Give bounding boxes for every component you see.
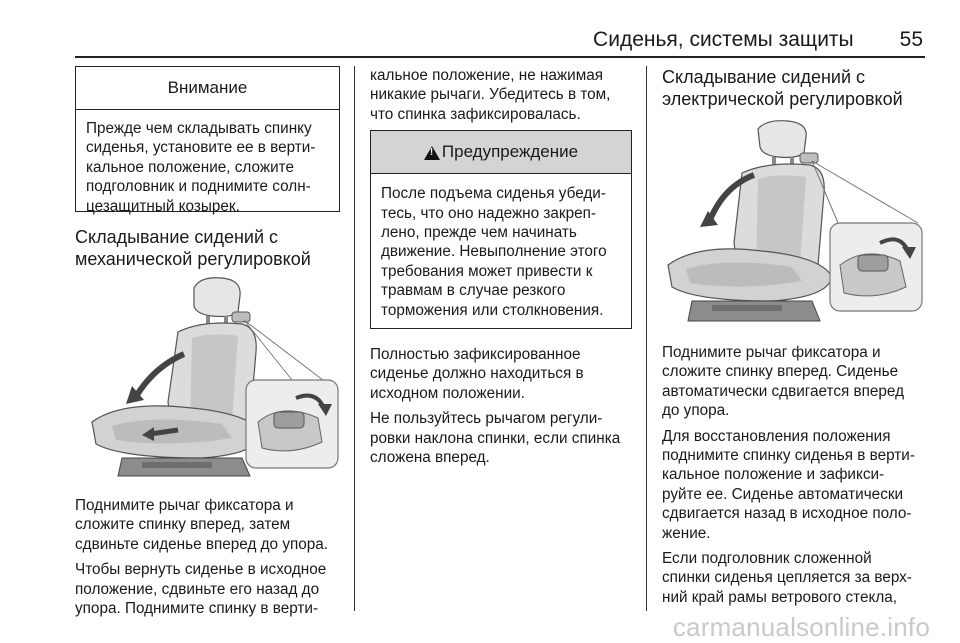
heading-line: механической регулировкой	[75, 249, 311, 269]
text-line: сложите спинку вперед. Сиденье	[662, 363, 899, 381]
heading-line: Складывание сидений с	[75, 227, 279, 247]
text-line: никакие рычаги. Убедитесь в том,	[370, 86, 611, 104]
text-line: поднимите спинку сиденья в верти-	[662, 447, 915, 465]
column-1	[75, 66, 340, 270]
column-3-lower	[662, 343, 924, 607]
manual-step-1	[75, 496, 340, 554]
text-line: Не пользуйтесь рычагом регули-	[370, 410, 603, 428]
header-rule	[75, 56, 925, 58]
warning-text	[371, 174, 631, 328]
notice-text	[76, 110, 339, 224]
text-line: автоматически сдвигается вперед	[662, 382, 905, 400]
text-line: Поднимите рычаг фиксатора и	[662, 344, 881, 361]
page-number: 55	[899, 28, 923, 51]
text-line: ний край рамы ветрового стекла,	[662, 588, 898, 606]
column-3	[662, 66, 924, 110]
text-line: руйте ее. Сиденье автоматически	[662, 485, 904, 503]
lever-caution-note	[370, 409, 632, 467]
text-line: сиденье должно находиться в	[370, 365, 584, 383]
manual-seat-illustration	[82, 272, 340, 482]
text-line: жение.	[662, 524, 711, 542]
notice-box	[75, 66, 340, 215]
locked-position-note	[370, 345, 632, 403]
text-line: сложите спинку вперед, затем	[75, 516, 291, 534]
warning-line: движение. Невыполнение этого	[381, 243, 607, 261]
section-heading-manual	[75, 226, 340, 270]
heading-line: Складывание сидений с	[662, 67, 866, 87]
text-line: сдвиньте сиденье вперед до упора.	[75, 535, 329, 553]
warning-line: лено, прежде чем начинать	[381, 224, 577, 242]
text-line: Чтобы вернуть сиденье в исходное	[75, 561, 327, 579]
column-divider	[646, 66, 647, 611]
text-line: Полностью зафиксированное	[370, 346, 581, 364]
warning-line: требования может привести к	[381, 262, 593, 280]
text-line: сдвигается назад в исходное поло-	[662, 505, 912, 523]
electric-step-1	[662, 343, 924, 421]
warning-line: травмам в случае резкого	[381, 282, 566, 300]
notice-line: кальное положение, сложите	[86, 158, 294, 176]
page-header	[75, 28, 923, 54]
text-line: кальное положение и зафикси-	[662, 466, 885, 484]
notice-line: сиденья, установите ее в верти-	[86, 139, 316, 157]
text-line: кальное положение, не нажимая	[370, 67, 604, 84]
text-line: что спинка зафиксировалась.	[370, 105, 581, 123]
manual-step-2	[75, 560, 340, 618]
text-line: сложена вперед.	[370, 449, 490, 467]
notice-line: подголовник и поднимите солн-	[86, 178, 311, 196]
text-line: до упора.	[662, 402, 730, 420]
text-line: упора. Поднимите спинку в верти-	[75, 600, 319, 618]
heading-line: электрической регулировкой	[662, 89, 903, 109]
notice-line: цезащитный козырек.	[86, 197, 240, 215]
warning-title: Предупреждение	[441, 142, 579, 162]
page-title: Сиденья, системы защиты	[593, 28, 854, 51]
warning-triangle-icon	[424, 146, 440, 160]
headrest-note	[662, 549, 924, 607]
column-1-lower	[75, 496, 340, 618]
text-line: ровки наклона спинки, если спинка	[370, 429, 621, 447]
continued-text	[370, 66, 632, 124]
text-line: исходном положении.	[370, 384, 525, 402]
section-heading-electric	[662, 66, 924, 110]
text-line: положение, сдвиньте его назад до	[75, 580, 320, 598]
column-divider	[354, 66, 355, 611]
text-line: Поднимите рычаг фиксатора и	[75, 497, 294, 514]
text-line: спинки сиденья цепляется за верх-	[662, 569, 912, 587]
notice-line: Прежде чем складывать спинку	[86, 120, 312, 137]
column-2	[370, 66, 632, 468]
warning-box	[370, 130, 632, 329]
warning-line: тесь, что оно надежно закреп-	[381, 204, 596, 222]
warning-line: торможения или столкновения.	[381, 301, 604, 319]
warning-line: После подъема сиденья убеди-	[381, 185, 606, 203]
electric-seat-illustration	[662, 115, 924, 327]
watermark: carmanualsonline.info	[672, 612, 930, 642]
text-line: Для восстановления положения	[662, 427, 891, 445]
text-line: Если подголовник сложенной	[662, 550, 872, 568]
warning-header	[371, 131, 631, 174]
notice-title: Внимание	[76, 67, 339, 110]
electric-step-2	[662, 427, 924, 543]
